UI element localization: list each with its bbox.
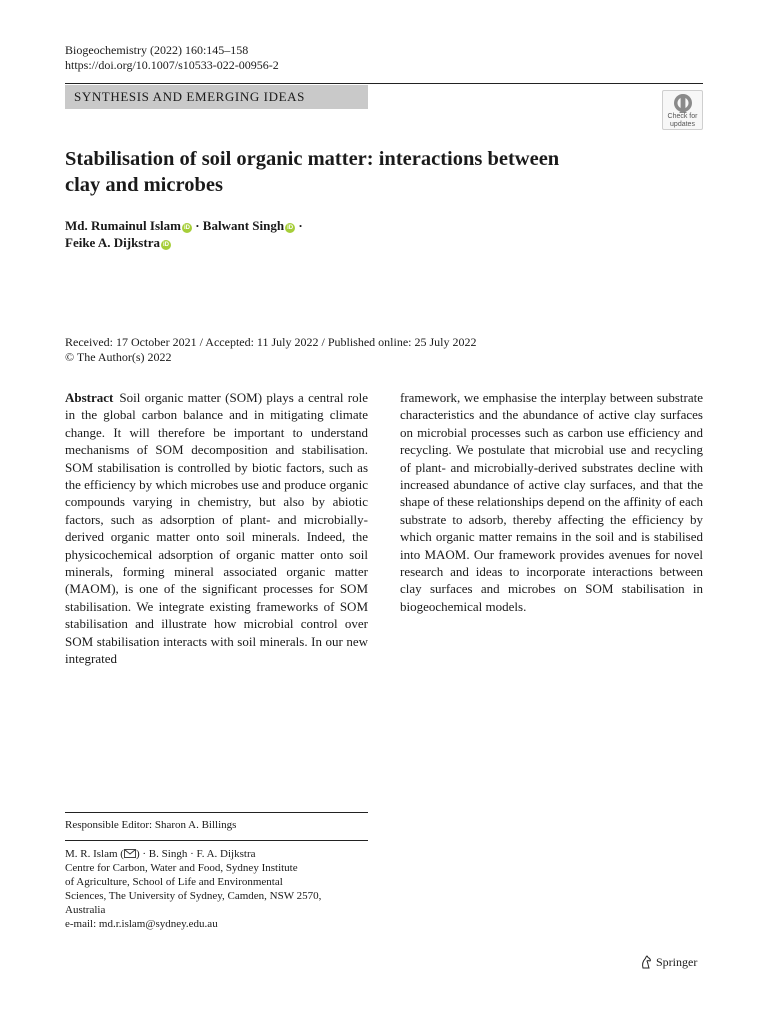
contact-email[interactable]: e-mail: md.r.islam@sydney.edu.au bbox=[65, 918, 218, 930]
affiliation-line-2: of Agriculture, School of Life and Environmental bbox=[65, 876, 283, 888]
footnote-rule-2 bbox=[65, 840, 368, 841]
abstract-text-left: Soil organic matter (SOM) plays a central role in the global carbon balance and in mitigating climate change. It will therefore be important to understand mechanisms of SOM decomposition and stabilisation. SOM stabilisation is controlled by biotic factors, such as the efficiency by which microbes use and produce organic compounds varying in chemistry, but also by abiotic factors, such as adsorption of plant- and microbially-derived organic matter onto soil minerals. Indeed, the physicochemical adsorption of organic matter onto soil minerals, forming mineral associated organic matter (MAOM), is one of the significant processes for SOM stabilisation. We integrate existing frameworks of SOM stabilisation and illustrate how microbial control over SOM stabilisation interacts with soil minerals. In our new integrated bbox=[65, 390, 368, 667]
abstract-label: Abstract bbox=[65, 390, 114, 405]
journal-header bbox=[65, 43, 279, 73]
doi-link[interactable]: https://doi.org/10.1007/s10533-022-00956-2 bbox=[65, 58, 279, 72]
footnote-rule bbox=[65, 812, 368, 813]
affiliation-line-4: Australia bbox=[65, 904, 106, 916]
springer-horse-icon bbox=[640, 955, 652, 969]
author-1[interactable]: Md. Rumainul Islam bbox=[65, 218, 181, 233]
orcid-icon[interactable]: iD bbox=[183, 225, 190, 231]
copyright-notice: © The Author(s) 2022 bbox=[65, 350, 172, 364]
affiliation-line-3: Sciences, The University of Sydney, Camden, NSW 2570, bbox=[65, 890, 322, 902]
author-separator: · bbox=[295, 218, 303, 233]
abstract-column-left bbox=[65, 389, 368, 668]
header-rule bbox=[65, 83, 703, 84]
affiliation-line-1: Centre for Carbon, Water and Food, Sydney Institute bbox=[65, 862, 298, 874]
affiliation-authors-suffix: ) · B. Singh · F. A. Dijkstra bbox=[135, 848, 256, 860]
crossmark-text-1: Check for bbox=[667, 113, 698, 120]
orcid-icon[interactable]: iD bbox=[162, 242, 169, 248]
check-for-updates-badge[interactable] bbox=[662, 90, 703, 130]
orcid-icon[interactable]: iD bbox=[287, 225, 294, 231]
responsible-editor: Responsible Editor: Sharon A. Billings bbox=[65, 819, 237, 831]
journal-citation: Biogeochemistry (2022) 160:145–158 bbox=[65, 43, 249, 57]
crossmark-icon bbox=[673, 93, 693, 113]
publisher-name: Springer bbox=[656, 955, 698, 969]
author-affiliation bbox=[65, 847, 368, 931]
crossmark-text-2: updates bbox=[670, 121, 695, 128]
publisher-logo bbox=[640, 954, 697, 970]
affiliation-authors bbox=[65, 847, 368, 861]
article-category-banner: SYNTHESIS AND EMERGING IDEAS bbox=[65, 85, 368, 109]
author-list bbox=[65, 217, 465, 251]
envelope-icon[interactable] bbox=[124, 849, 136, 858]
author-2[interactable]: Balwant Singh bbox=[202, 218, 285, 233]
publication-dates bbox=[65, 335, 705, 365]
date-history: Received: 17 October 2021 / Accepted: 11 July 2022 / Published online: 25 July 2022 bbox=[65, 335, 477, 349]
author-3[interactable]: Feike A. Dijkstra bbox=[65, 235, 160, 250]
affiliation-authors-prefix: M. R. Islam ( bbox=[65, 848, 124, 860]
abstract-text-right: framework, we emphasise the interplay between substrate characteristics and the abundance of active clay surfaces on microbial processes such as carbon use efficiency and recycling. We postulate that microbial use and recycling of plant- and microbially-derived substrates decline with increased abundance of active clay surfaces, and that the shape of these relationships depend on the affinity of each substrate to adsorb, thereby affecting the efficiency by which organic matter remains in the soil and is stabilised into MAOM. Our framework provides avenues for novel research and ideas to incorporate interactions between clay surfaces and microbes on SOM stabilisation in biogeochemical models. bbox=[400, 390, 703, 614]
abstract-column-right bbox=[400, 389, 703, 615]
article-title: Stabilisation of soil organic matter: interactions between clay and microbes bbox=[65, 148, 560, 196]
author-separator: · bbox=[191, 218, 203, 233]
